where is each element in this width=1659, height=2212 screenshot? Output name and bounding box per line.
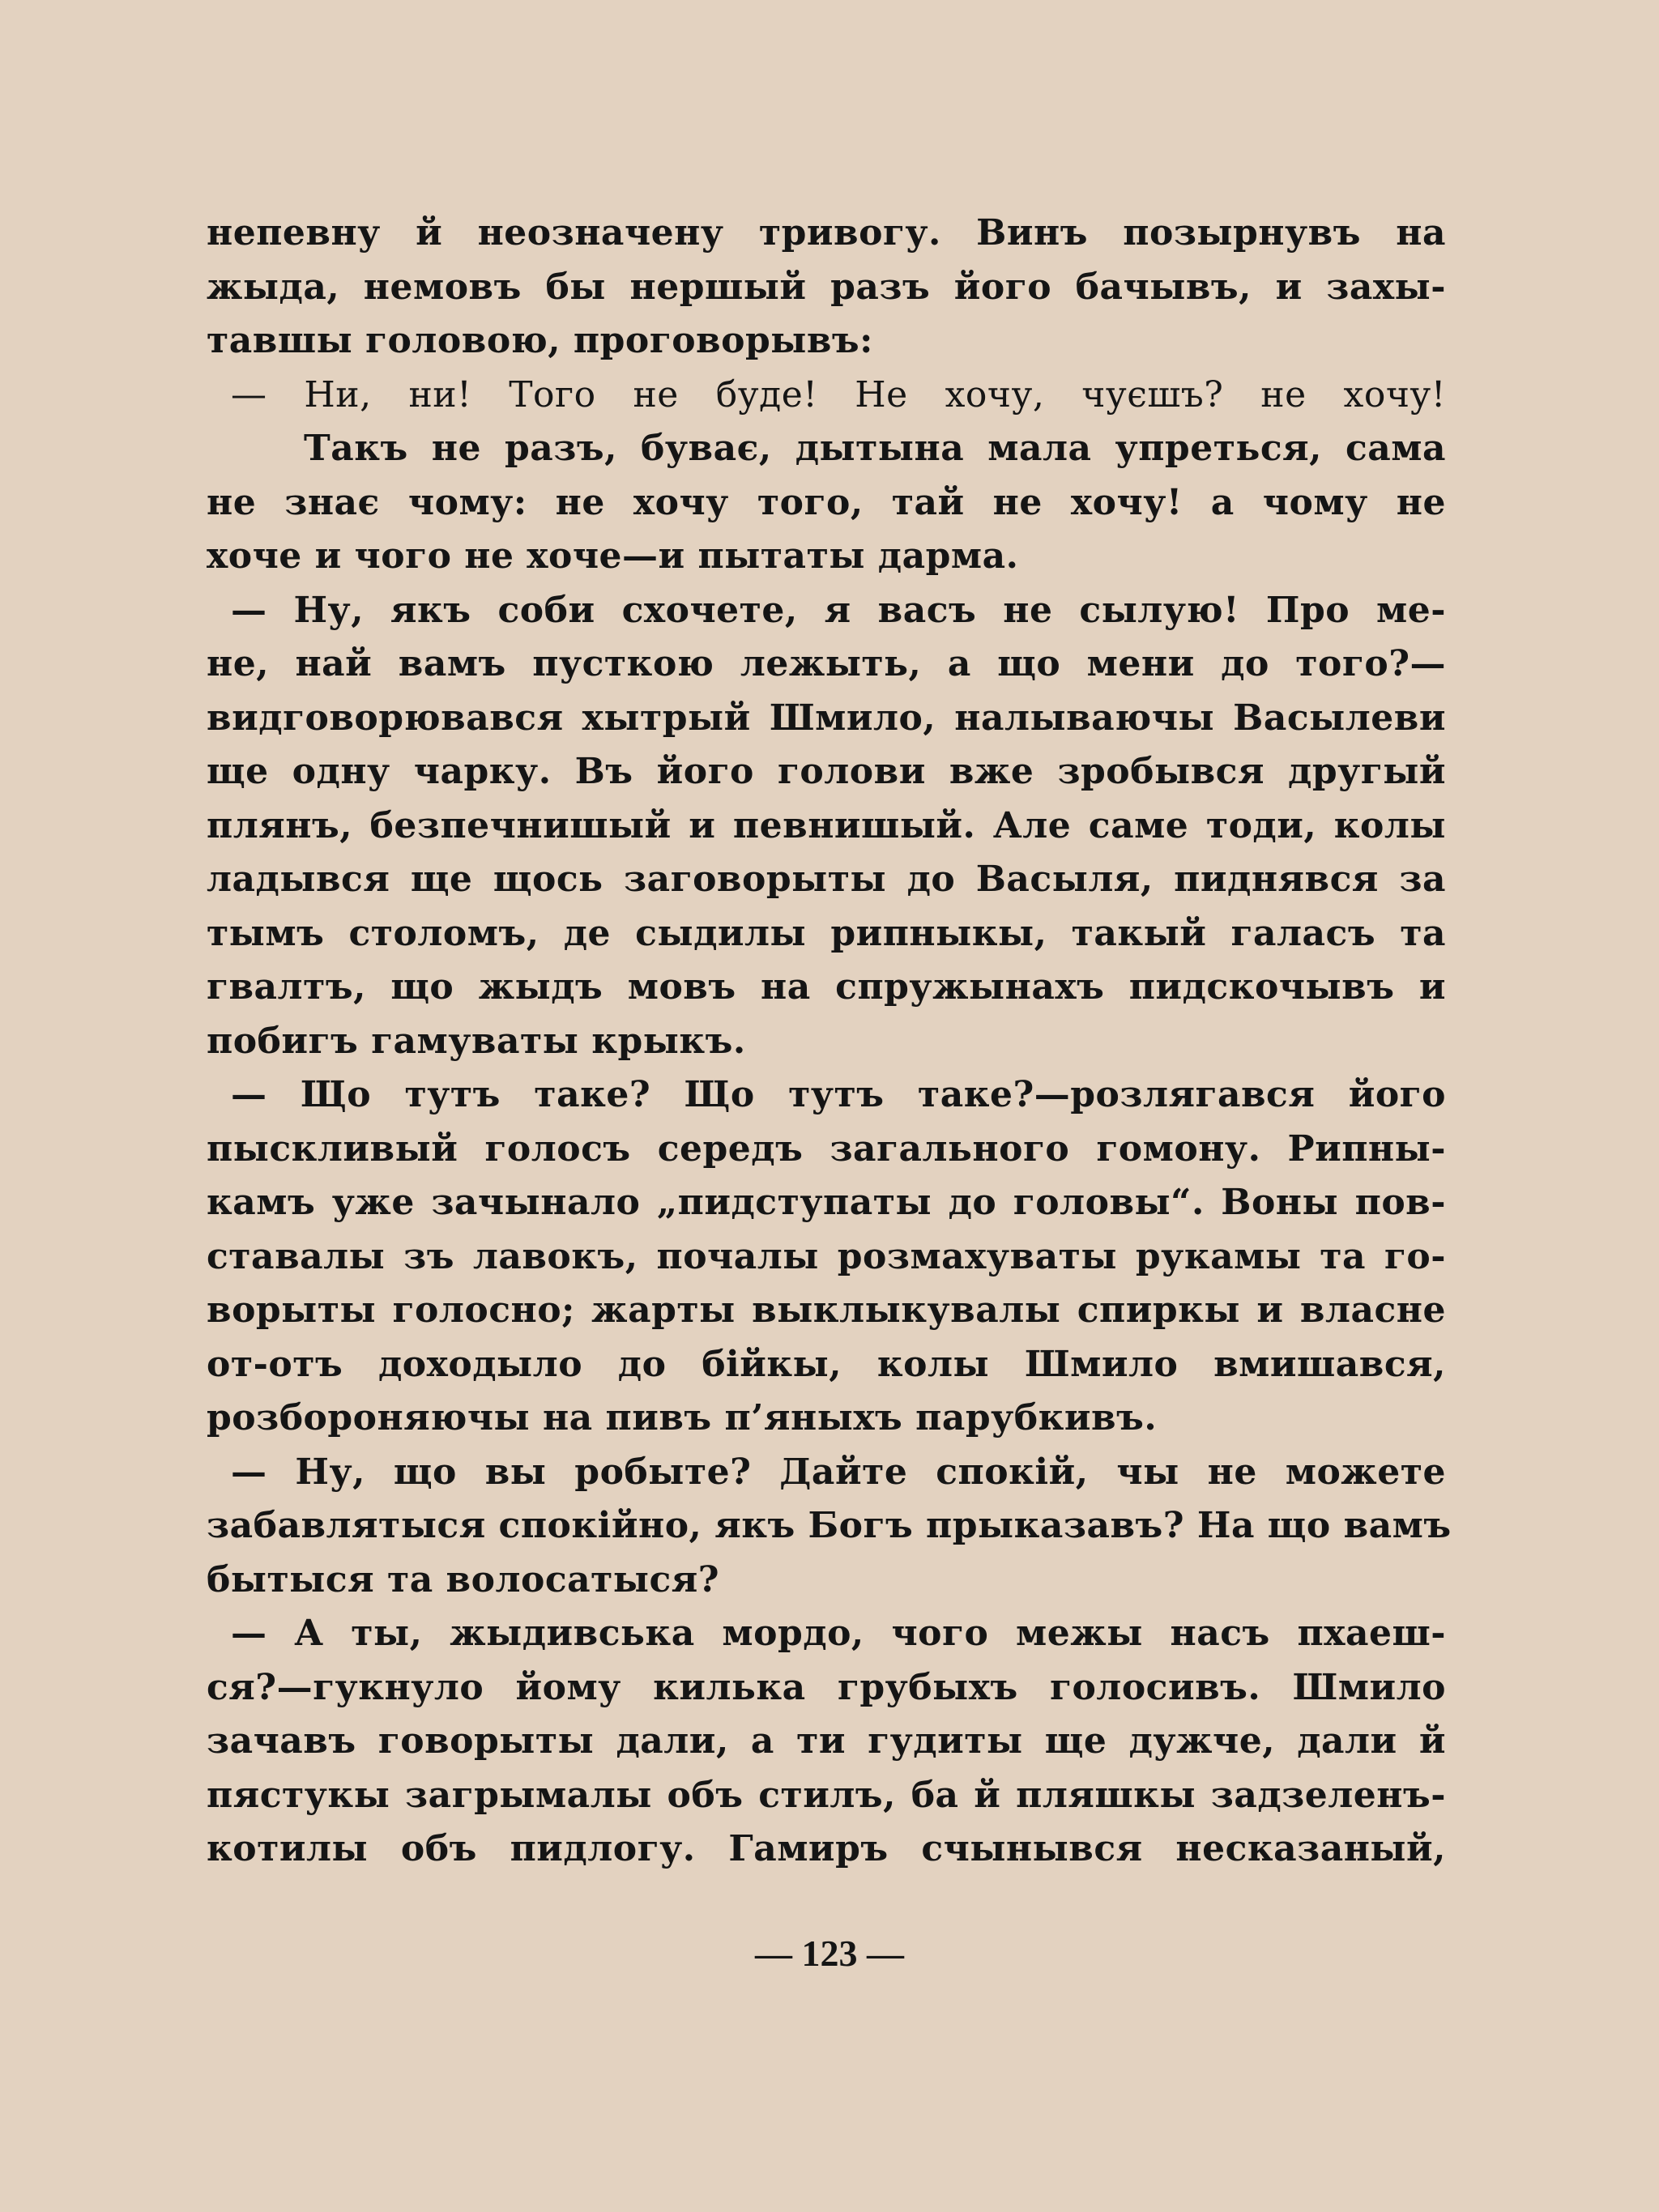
text-line: забавлятыся спокійно, якъ Богъ прыказавъ? На що вамъ [207,1505,1452,1546]
text-line: котилы объ пидлогу. Гамиръ счынывся несказаный, [207,1828,1446,1869]
text-line: от-отъ доходыло до бійкы, колы Шмило вмишався, [207,1343,1446,1385]
text-line: плянъ, безпечнишый и певнишый. Але саме тоди, колы [207,804,1446,846]
text-line: не знає чому: не хочу того, тай не хочу! а чому не [207,481,1446,523]
dialog-line: — А ты, жыдивська мордо, чого межы насъ пхаеш- [231,1613,1446,1654]
text-line: розбороняючы на пивъ п’яныхъ парубкивъ. [207,1397,1158,1438]
page-body [207,207,1452,1891]
text-line: ще одну чарку. Въ його голови вже зробывся другый [207,751,1446,792]
text-line: пястукы загрымалы объ стилъ, ба й пляшкы задзеленъ- [207,1774,1446,1816]
text-line: ся?—гукнуло йому килька грубыхъ голосивъ. Шмило [207,1666,1446,1708]
text-line: камъ уже зачынало „пидступаты до головы“. Воны пов- [207,1182,1446,1223]
dialog-line: — Ни, ни! Того не буде! Не хочу, чуєшъ? не хочу! [231,373,1446,416]
text-line: ворыты голосно; жарты выклыкувалы спиркы и власне [207,1289,1446,1331]
text-line: непевну й неозначену тривогу. Винъ позырнувъ на [207,212,1446,254]
page-number: — 123 — [755,1933,904,1974]
text-line: хоче и чого не хоче—и пытаты дарма. [207,535,1019,577]
text-line: жыда, немовъ бы нершый разъ його бачывъ, и захы- [207,266,1446,308]
text-line: ставалы зъ лавокъ, почалы розмахуваты рукамы та го- [207,1235,1446,1277]
paragraph-start-line: Такъ не разъ, буває, дытына мала упреться, сама [304,428,1446,469]
text-line: пыскливый голосъ середъ загального гомону. Рипны- [207,1127,1446,1170]
dialog-line: — Ну, що вы робыте? Дайте спокій, чы не можете [231,1451,1446,1493]
text-line: зачавъ говорыты дали, а ти гудиты ще дужче, дали й [207,1720,1446,1762]
text-line: ладывся ще щось заговорыты до Васыля, пиднявся за [207,859,1446,900]
dialog-line: — Ну, якъ соби схочете, я васъ не сылую! Про ме- [231,589,1446,631]
text-line: побигъ гамуваты крыкъ. [207,1020,746,1062]
text-line: не, най вамъ пусткою лежыть, а що мени до того?— [207,643,1446,684]
text-line: видговорювався хытрый Шмило, налываючы Васылеви [207,697,1446,739]
dialog-line: — Що тутъ таке? Що тутъ таке?—розлягався його [231,1074,1446,1115]
text-line: тавшы головою, проговорывъ: [207,320,873,361]
text-line: гвалтъ, що жыдъ мовъ на спружынахъ пидскочывъ и [207,966,1446,1008]
text-line: бытыся та волосатыся? [207,1558,720,1600]
text-line: тымъ столомъ, де сыдилы рипныкы, такый галасъ та [207,912,1446,954]
